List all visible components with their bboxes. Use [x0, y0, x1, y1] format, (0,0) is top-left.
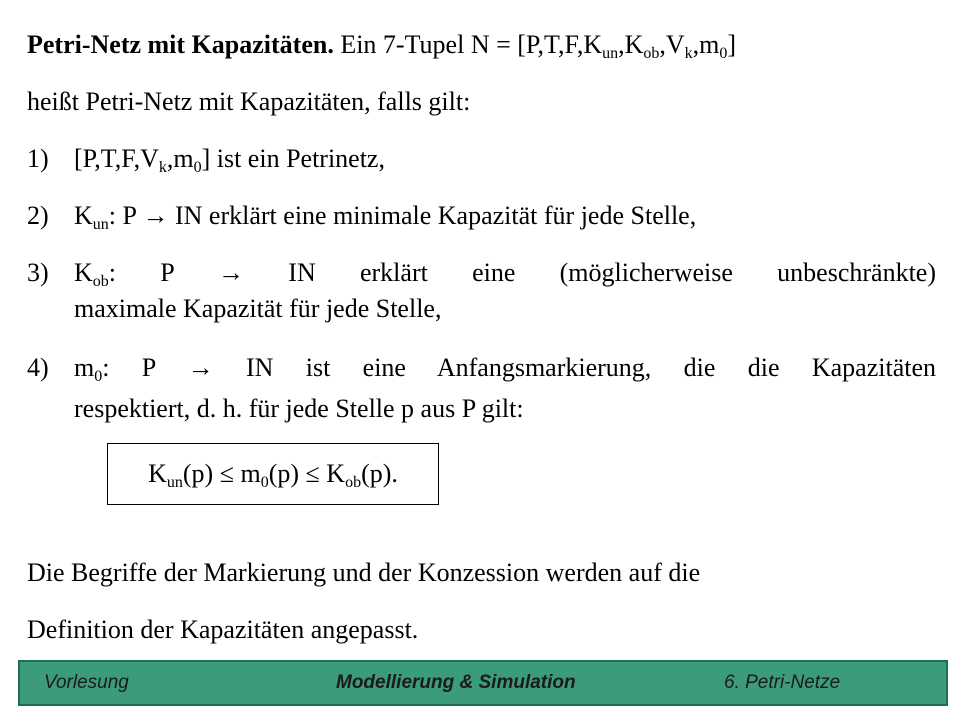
definition-line-2: heißt Petri-Netz mit Kapazitäten, falls gilt: [27, 87, 471, 116]
definition-line-1: Petri-Netz mit Kapazitäten. Ein 7-Tupel $N = [P,T,F,K_{un},K_{ob},V_k,m_0]$ [27, 30, 737, 62]
footer-chapter: 6. Petri-Netze [724, 672, 841, 693]
closing-line-2: Definition der Kapazitäten angepasst. [27, 615, 419, 644]
closing-line-1: Die Begriffe der Markierung und der Konzession werden auf die [27, 558, 701, 587]
capacity-formula-box: $K_{un}(p) \le m_0(p) \le K_{ob}(p)$. [107, 443, 439, 505]
footer-course-title: Modellierung & Simulation [336, 672, 576, 693]
footer-bar [18, 660, 948, 706]
definition-title: Petri-Netz mit Kapazitäten. [27, 30, 334, 59]
footer-course-type: Vorlesung [44, 672, 129, 693]
